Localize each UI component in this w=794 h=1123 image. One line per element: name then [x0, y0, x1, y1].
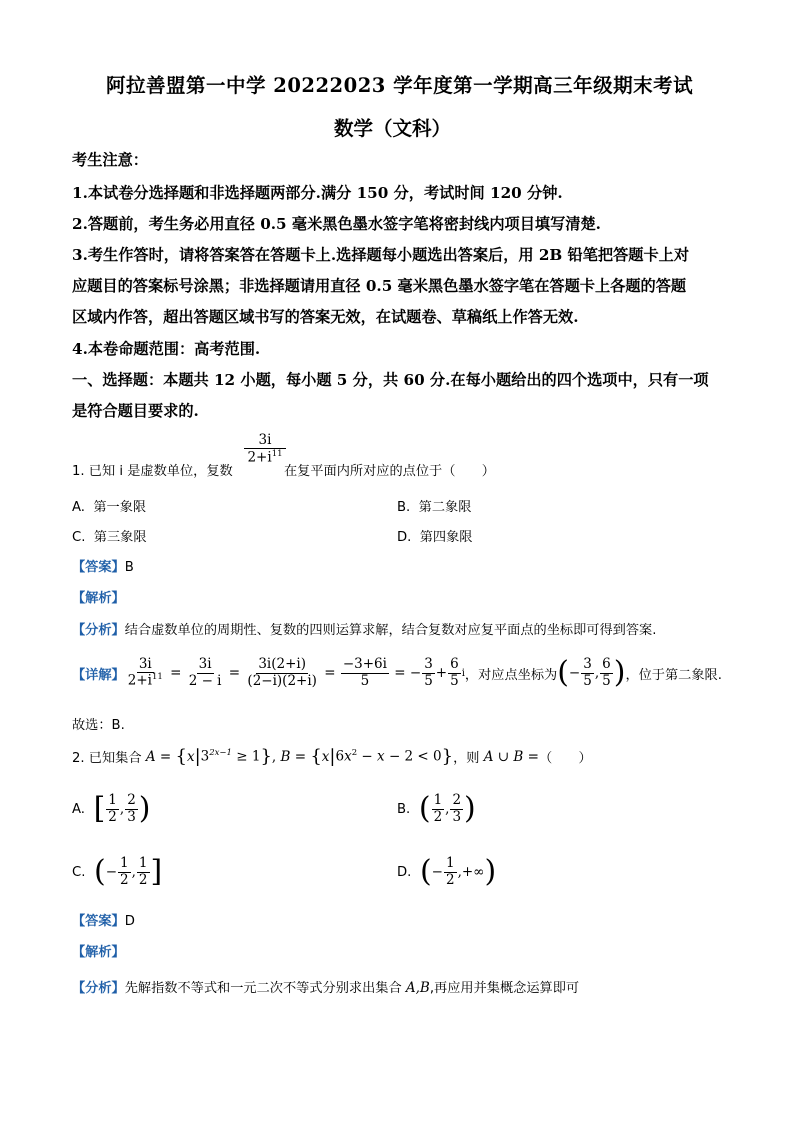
q1-option-b: B. 第二象限: [397, 500, 472, 515]
q1-stem-before: 1. 已知 i 是虚数单位，复数: [72, 464, 233, 479]
q1-detail: 【详解】 $\frac{3i}{2+i^{11}}$ = $\frac{3i}{2 - i}$ = $\frac{3i(2+i)}{(2-i)(2+i)}$ = $\frac{-3+6i}{5}$ = − $\frac{3}{5}$ + $\frac{6}{5}$ i ，对应点坐标为 ( − $\frac{3}{5}$ , $\frac{6}{5}$ ) ，位于第二象限.: [72, 655, 722, 690]
q1-fenxi: 【分析】结合虚数单位的周期性、复数的四则运算求解，结合复数对应复平面点的坐标即可得到答案.: [72, 623, 657, 638]
section-heading-line-2: 是符合题目要求的.: [72, 402, 199, 420]
q2-option-d: D. ( − $\frac{1}{2}$ ,+∞ ): [397, 854, 497, 889]
exam-subtitle: 数学（文科）: [334, 117, 452, 140]
notice-line-6: 4.本卷命题范围：高考范围.: [72, 340, 261, 358]
q1-frac-den: $2+i^{11}$: [247, 449, 283, 466]
q1-fraction: [244, 432, 286, 466]
q1-analysis-tag: 【解析】: [72, 591, 125, 606]
section-heading-line-1: 一、选择题：本题共 12 小题，每小题 5 分，共 60 分.在每小题给出的四个选项中，只有一项: [72, 371, 709, 389]
q1-frac-num: 3i: [244, 432, 286, 449]
exam-title: 阿拉善盟第一中学 20222023 学年度第一学期高三年级期末考试: [106, 74, 694, 97]
notice-line-2: 2.答题前，考生务必用直径 0.5 毫米黑色墨水签字笔将密封线内项目填写清楚.: [72, 215, 601, 233]
notice-line-4: 应题目的答案标号涂黑；非选择题请用直径 0.5 毫米黑色墨水签字笔在答题卡上各题的答题: [72, 277, 687, 295]
q1-option-d: D. 第四象限: [397, 530, 473, 545]
q2-stem: 2. 已知集合 A = { x | $3^{2x-1} \ge 1$ } , B = { x | $6x^2 - x - 2 < 0$ } ，则 A ∪ B = （ ）: [72, 746, 592, 767]
notice-line-1: 1.本试卷分选择题和非选择题两部分.满分 150 分，考试时间 120 分钟.: [72, 184, 563, 202]
q1-answer: 【答案】B: [72, 560, 134, 575]
notice-line-3: 3.考生作答时，请将答案答在答题卡上.选择题每小题选出答案后，用 2B 铅笔把答题卡上对: [72, 246, 690, 264]
q1-option-c: C. 第三象限: [72, 530, 147, 545]
notice-heading: 考生注意：: [72, 151, 148, 169]
answer-tag: 【答案】: [72, 560, 125, 575]
q2-option-c: C. ( − $\frac{1}{2}$ , $\frac{1}{2}$ ]: [72, 854, 163, 889]
q2-answer: 【答案】D: [72, 914, 135, 929]
q2-fenxi: 【分析】先解指数不等式和一元二次不等式分别求出集合 A,B,再应用并集概念运算即可: [72, 980, 580, 996]
notice-line-5: 区域内作答，超出答题区域书写的答案无效，在试题卷、草稿纸上作答无效.: [72, 308, 579, 326]
q1-option-a: A. 第一象限: [72, 500, 147, 515]
q2-option-b: B. ( $\frac{1}{2}$ , $\frac{2}{3}$ ): [397, 791, 476, 826]
q2-option-a: A. [ $\frac{1}{2}$ , $\frac{2}{3}$ ): [72, 791, 151, 826]
q2-analysis-tag: 【解析】: [72, 945, 125, 960]
q1-stem-after: 在复平面内所对应的点位于（ ）: [284, 464, 495, 479]
q1-conclusion: 故选：B.: [72, 718, 125, 733]
detail-tag: 【详解】: [72, 667, 125, 683]
